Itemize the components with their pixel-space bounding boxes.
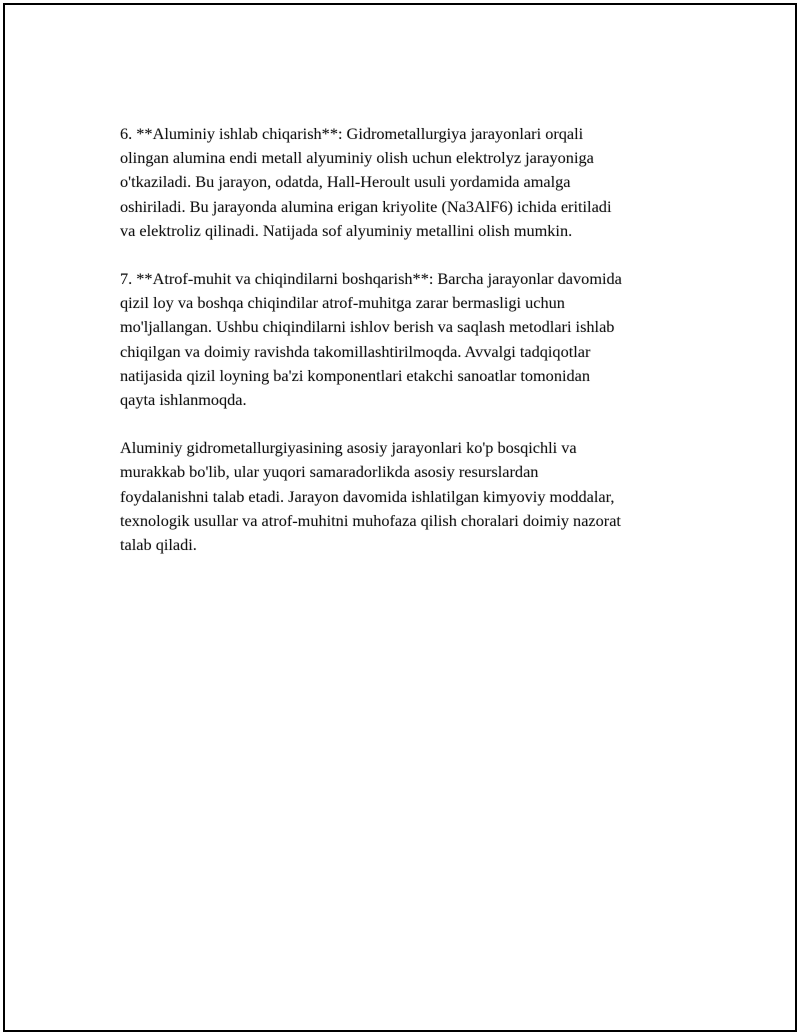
- text-line: qayta ishlanmoqda.: [120, 390, 247, 410]
- text-line: olingan alumina endi metall alyuminiy olish uchun elektrolyz jarayoniga: [120, 148, 594, 168]
- text-line: va elektroliz qilinadi. Natijada sof alyuminiy metallini olish mumkin.: [120, 220, 573, 240]
- text-line: chiqilgan va doimiy ravishda takomillashtirilmoqda. Avvalgi tadqiqotlar: [120, 341, 591, 361]
- text-line: 7. **Atrof-muhit va chiqindilarni boshqarish**: Barcha jarayonlar davomida: [120, 269, 622, 289]
- text-line: texnologik usullar va atrof-muhitni muhofaza qilish choralari doimiy nazorat: [120, 510, 621, 530]
- paragraph-conclusion: [120, 436, 700, 557]
- text-line: murakkab bo'lib, ular yuqori samaradorlikda asosiy resurslardan: [120, 462, 539, 482]
- text-line: 6. **Aluminiy ishlab chiqarish**: Gidrometallurgiya jarayonlari orqali: [120, 124, 584, 143]
- text-line: talab qiladi.: [120, 535, 197, 555]
- document-body: [120, 122, 700, 581]
- text-line: qizil loy va boshqa chiqindilar atrof-muhitga zarar bermasligi uchun: [120, 293, 565, 313]
- paragraph-environment-waste: [120, 267, 700, 412]
- text-line: oshiriladi. Bu jarayonda alumina erigan kriyolite (Na3AlF6) ichida eritiladi: [120, 196, 612, 216]
- text-line: o'tkaziladi. Bu jarayon, odatda, Hall-Heroult usuli yordamida amalga: [120, 172, 571, 192]
- text-line: mo'ljallangan. Ushbu chiqindilarni ishlov berish va saqlash metodlari ishlab: [120, 317, 615, 337]
- document-page: [3, 3, 797, 1032]
- text-line: foydalanishni talab etadi. Jarayon davomida ishlatilgan kimyoviy moddalar,: [120, 486, 615, 506]
- text-line: Aluminiy gidrometallurgiyasining asosiy jarayonlari ko'p bosqichli va: [120, 438, 577, 458]
- paragraph-aluminium-production: [120, 122, 700, 243]
- text-line: natijasida qizil loyning ba'zi komponentlari etakchi sanoatlar tomonidan: [120, 365, 590, 385]
